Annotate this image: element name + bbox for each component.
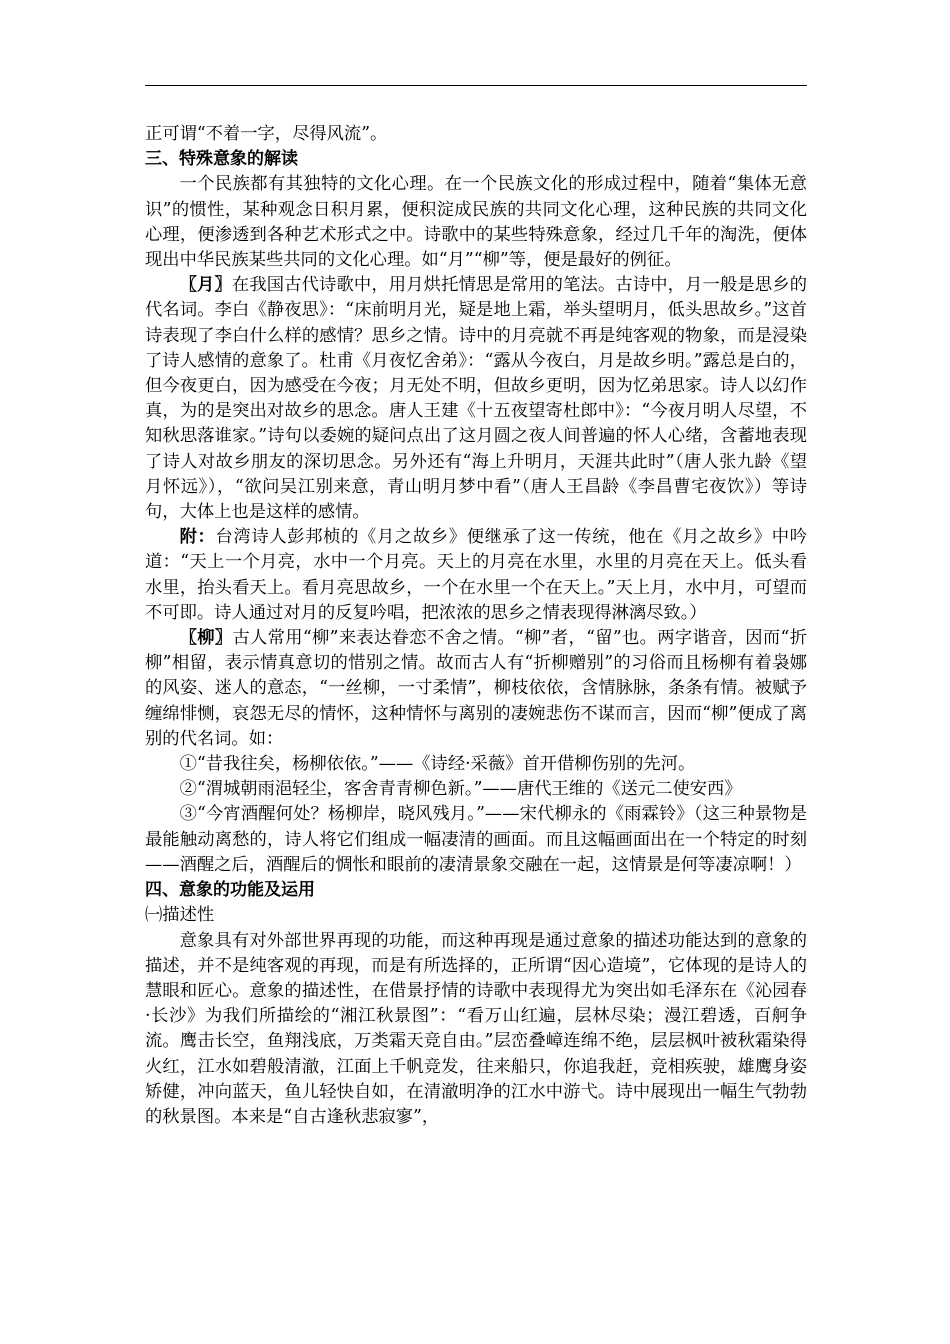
paragraph-intro: 正可谓“不着一字，尽得风流”。 [145,124,388,144]
example-3: ③“今宵酒醒何处？杨柳岸，晓风残月。”——宋代柳永的《雨霖铃》（这三种景物是最能触动离愁的，诗人将它们组成一幅凄清的画面。而且这幅画面出在一个特定的时刻——酒醒之后，酒醒后的惆怅和眼前的凄清景象交融在一起，这情景是何等凄凉啊！） [145,804,807,875]
moon-text: 在我国古代诗歌中，用月烘托情思是常用的笔法。古诗中，月一般是思乡的代名词。李白《静夜思》：“床前明月光，疑是地上霜，举头望明月，低头思故乡。”这首诗表现了李白什么样的感情？思乡之情。诗中的月亮就不再是纯客观的物象，而是浸染了诗人感情的意象了。杜甫《月夜忆舍弟》：“露从今夜白，月是故乡明。”露总是白的，但今夜更白，因为感受在今夜；月无处不明，但故乡更明，因为忆弟思家。诗人以幻作真，为的是突出对故乡的思念。唐人王建《十五夜望寄杜郎中》：“今夜月明人尽望，不知秋思落谁家。”诗句以委婉的疑问点出了这月圆之夜人间普遍的怀人心绪，含蓄地表现了诗人对故乡朋友的深切思念。另外还有“海上升明月，天涯共此时”（唐人张九龄《望月怀远》），“欲问吴江别来意，青山明月梦中看”（唐人王昌龄《李昌曹宅夜饮》）等诗句，大体上也是这样的感情。 [145,275,807,523]
example-2: ②“渭城朝雨浥轻尘，客舍青青柳色新。”——唐代王维的《送元二使安西》 [179,779,742,800]
appendix-text: 台湾诗人彭邦桢的《月之故乡》便继承了这一传统，他在《月之故乡》中吟道：“天上一个月亮，水中一个月亮。天上的月亮在水里，水里的月亮在天上。低头看水里，抬头看天上。看月亮思故乡，一个在水里一个在天上。”天上月，水中月，可望而不可即。诗人通过对月的反复吟唱，把浓浓的思乡之情表现得淋漓尽致。） [145,527,807,623]
paragraph-willow [145,626,807,752]
header-rule [145,85,807,86]
section-heading-3: 三、特殊意象的解读 [145,149,298,170]
paragraph-descriptive: 意象具有对外部世界再现的功能，而这种再现是通过意象的描述功能达到的意象的描述，并不是纯客观的再现，而是有所选择的，正所谓“因心造境”，它体现的是诗人的慧眼和匠心。意象的描述性，在借景抒情的诗歌中表现得尤为突出如毛泽东在《沁园春·长沙》为我们所描绘的“湘江秋景图”：“看万山红遍，层林尽染；漫江碧透，百舸争流。鹰击长空，鱼翔浅底，万类霜天竞自由。”层峦叠嶂连绵不绝，层层枫叶被秋霜染得火红，江水如碧般清澈，江面上千帆竞发，往来船只，你追我赶，竞相疾驶，雄鹰身姿矫健，冲向蓝天，鱼儿轻快自如，在清澈明净的江水中游弋。诗中展现出一幅生气勃勃的秋景图。本来是“自古逢秋悲寂寥”， [145,930,807,1127]
example-1: ①“昔我往矣，杨柳依依。”——《诗经·采薇》首开借柳伤别的先河。 [179,754,696,775]
section-heading-4: 四、意象的功能及运用 [145,880,315,901]
willow-text: 古人常用“柳”来表达眷恋不舍之情。“柳”者，“留”也。两字谐音，因而“折柳”相留，表示情真意切的惜别之情。故而古人有“折柳赠别”的习俗而且杨柳有着袅娜的风姿、迷人的意态，“一丝柳，一寸柔情”，柳枝依依，含情脉脉，条条有情。被赋予缠绵悱恻，哀怨无尽的情怀，这种情怀与离别的凄婉悲伤不谋而言，因而“柳”便成了离别的代名词。如： [145,628,807,749]
willow-tag: 〖柳〗 [179,628,233,649]
moon-tag: 〖月〗 [179,275,232,296]
appendix-tag: 附： [179,527,216,548]
paragraph-moon [145,273,807,525]
paragraph-appendix [145,525,807,626]
paragraph-culture: 一个民族都有其独特的文化心理。在一个民族文化的形成过程中，随着“集体无意识”的惯性，某种观念日积月累，便积淀成民族的共同文化心理，这种民族的共同文化心理，便渗透到各种艺术形式之中。诗歌中的某些特殊意象，经过几千年的淘洗，便体现出中华民族某些共同的文化心理。如“月”“柳”等，便是最好的例征。 [145,174,807,271]
subheading-descriptive: ㈠描述性 [145,905,215,926]
document-body [145,122,807,1130]
